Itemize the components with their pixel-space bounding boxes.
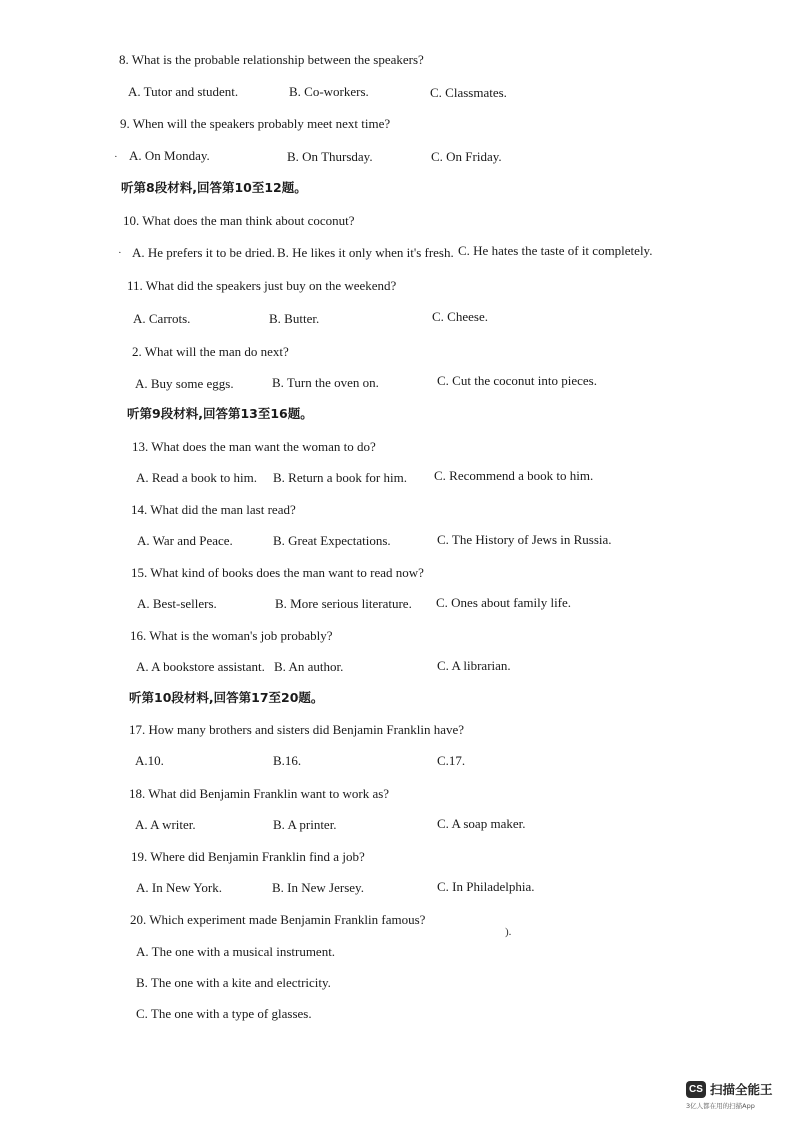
q13-option-a: A. Read a book to him.: [136, 470, 257, 485]
q15-option-a: A. Best-sellers.: [137, 596, 217, 611]
scan-speck: ·: [118, 247, 122, 259]
camscanner-brand-name: 扫描全能王: [710, 1082, 773, 1097]
q15-option-b: B. More serious literature.: [275, 596, 412, 611]
q10-option-a: A. He prefers it to be dried.: [132, 245, 275, 260]
camscanner-logo-icon: CS: [686, 1081, 706, 1098]
q8-option-a: A. Tutor and student.: [128, 84, 239, 99]
q8-option-c: C. Classmates.: [430, 85, 507, 100]
section-heading-8: 听第8段材料,回答第10至12题。: [121, 180, 307, 195]
q12-option-b: B. Turn the oven on.: [272, 375, 379, 390]
q12-option-a: A. Buy some eggs.: [135, 376, 234, 391]
question-20: 20. Which experiment made Benjamin Franklin famous?: [130, 912, 426, 927]
q9-option-a: A. On Monday.: [129, 148, 210, 163]
camscanner-tagline: 3亿人都在用的扫描App: [686, 1102, 755, 1110]
q20-option-a: A. The one with a musical instrument.: [136, 944, 336, 959]
question-19: 19. Where did Benjamin Franklin find a job?: [131, 849, 365, 864]
q16-option-b: B. An author.: [274, 659, 344, 674]
scan-mark: ).: [505, 926, 512, 938]
question-11: 11. What did the speakers just buy on the weekend?: [127, 278, 397, 293]
q19-option-c: C. In Philadelphia.: [437, 879, 535, 894]
q18-option-b: B. A printer.: [273, 817, 337, 832]
question-9: 9. When will the speakers probably meet next time?: [120, 116, 391, 131]
q13-option-c: C. Recommend a book to him.: [434, 468, 594, 483]
camscanner-watermark: [686, 1081, 786, 1115]
q14-option-b: B. Great Expectations.: [273, 533, 391, 548]
q10-option-b: B. He likes it only when it's fresh.: [277, 245, 454, 260]
q17-option-b: B.16.: [273, 753, 302, 768]
section-heading-10: 听第10段材料,回答第17至20题。: [129, 690, 324, 705]
q8-option-b: B. Co-workers.: [289, 84, 369, 99]
q15-option-c: C. Ones about family life.: [436, 595, 572, 610]
q9-option-c: C. On Friday.: [431, 149, 502, 164]
question-8: 8. What is the probable relationship between the speakers?: [119, 52, 424, 67]
q19-option-a: A. In New York.: [136, 880, 222, 895]
question-10: 10. What does the man think about coconut?: [123, 213, 355, 228]
question-14: 14. What did the man last read?: [131, 502, 296, 517]
q17-option-c: C.17.: [437, 753, 466, 768]
q16-option-a: A. A bookstore assistant.: [136, 659, 265, 674]
q10-option-c: C. He hates the taste of it completely.: [458, 243, 653, 258]
q11-option-b: B. Butter.: [269, 311, 320, 326]
q13-option-b: B. Return a book for him.: [273, 470, 407, 485]
q9-option-b: B. On Thursday.: [287, 149, 373, 164]
q17-option-a: A.10.: [135, 753, 164, 768]
q20-option-b: B. The one with a kite and electricity.: [136, 975, 331, 990]
q14-option-a: A. War and Peace.: [137, 533, 233, 548]
scan-speck: ·: [114, 151, 118, 163]
q14-option-c: C. The History of Jews in Russia.: [437, 532, 612, 547]
question-16: 16. What is the woman's job probably?: [130, 628, 333, 643]
question-13: 13. What does the man want the woman to do?: [132, 439, 376, 454]
q11-option-c: C. Cheese.: [432, 309, 488, 324]
question-15: 15. What kind of books does the man want to read now?: [131, 565, 424, 580]
q19-option-b: B. In New Jersey.: [272, 880, 364, 895]
q11-option-a: A. Carrots.: [133, 311, 191, 326]
question-17: 17. How many brothers and sisters did Benjamin Franklin have?: [129, 722, 465, 737]
q12-option-c: C. Cut the coconut into pieces.: [437, 373, 597, 388]
q20-option-c: C. The one with a type of glasses.: [136, 1006, 312, 1021]
q18-option-a: A. A writer.: [135, 817, 196, 832]
section-heading-9: 听第9段材料,回答第13至16题。: [127, 406, 313, 421]
q18-option-c: C. A soap maker.: [437, 816, 526, 831]
question-18: 18. What did Benjamin Franklin want to work as?: [129, 786, 390, 801]
question-12: 2. What will the man do next?: [132, 344, 289, 359]
q16-option-c: C. A librarian.: [437, 658, 511, 673]
